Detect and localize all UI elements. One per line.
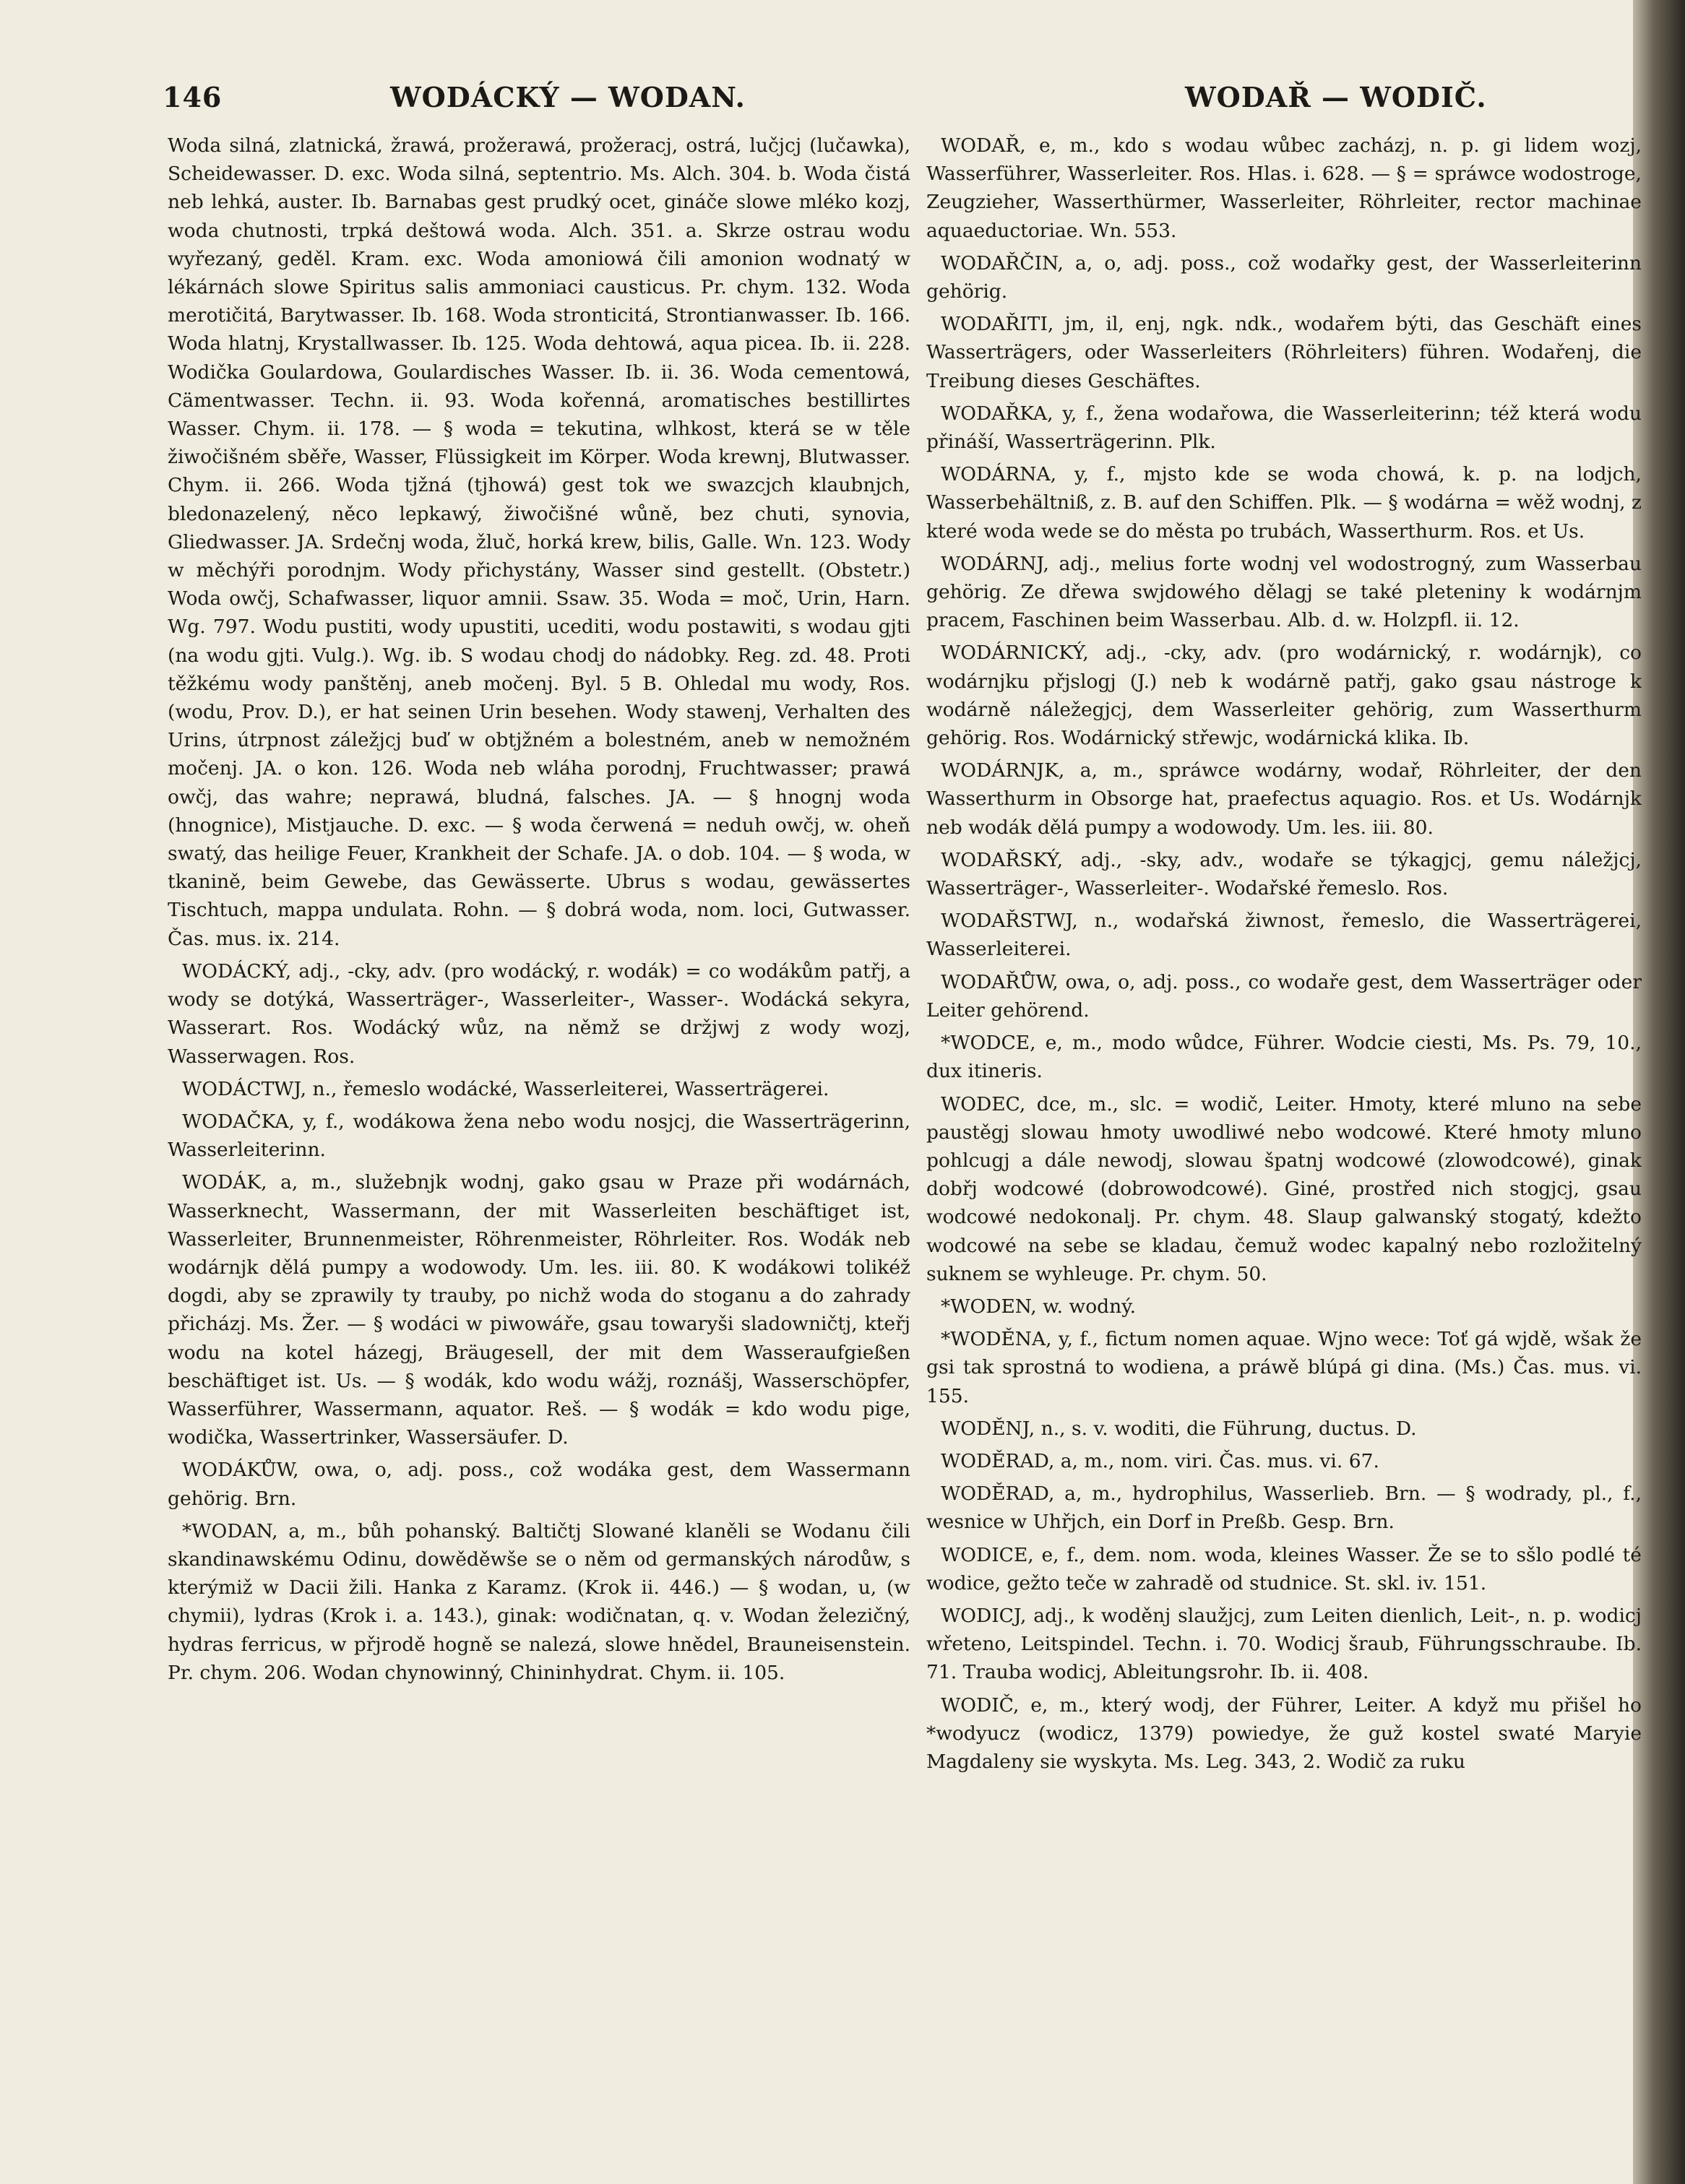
entry-wodaruw: WODAŘŮW, owa, o, adj. poss., co wodaře gest, dem Wasserträger oder Leiter gehörend. [926, 970, 1642, 1022]
right-running-title: WODAŘ — WODIČ. [1185, 81, 1487, 113]
entry-wodicj: WODICJ, adj., k woděnj slaužjcj, zum Leiten dienlich, Leit-, n. p. wodicj wřeteno, Leitspindel. Techn. i. 70. Wodicj šraub, Führungsschraube. Ib. 71. Trauba wodicj, Ableitungsrohr. Ib. ii. 408. [926, 1604, 1642, 1684]
entry-wodariti: WODAŘITI, jm, il, enj, ngk. ndk., wodařem býti, das Geschäft eines Wasserträgers, oder Wasserleiters (Röhrleiters) führen. Wodařenj, die Treibung dieses Geschäftes. [926, 313, 1642, 392]
entry-wodacka: WODAČKA, y, f., wodákowa žena nebo wodu nosjcj, die Wasserträgerinn, Wasserleiterinn. [168, 1110, 910, 1162]
entry-wodena: *WODĚNA, y, f., fictum nomen aquae. Wjno wece: Toť gá wjdě, wšak že gsi tak sprostná to wodiena, a práwě blúpá gi dina. (Ms.) Čas. mus. vi. 155. [926, 1328, 1642, 1407]
entry-wodic: WODIČ, e, m., který wodj, der Führer, Leiter. A když mu přišel ho *wodyucz (wodicz, 1379) powiedye, že guž kostel swaté Maryie Magdaleny sie wyskyta. Ms. Leg. 343, 2. Wodič za ruku [926, 1693, 1642, 1773]
left-running-title: WODÁCKÝ — WODAN. [390, 81, 746, 113]
entry-paragraph: Woda silná, zlatnická, žrawá, prožerawá, prožeracj, ostrá, lučjcj (lučawka), Scheidewasser. D. exc. Woda silná, septentrio. Ms. Alch. 304. b. Woda čistá neb lehká, auster. Ib. Barnabas gest prudký ocet, gináče slowe mléko kozj, woda chutnosti, trpká deštowá woda. Alch. 351. a. Skrze ostrau wodu wyřezaný, geděl. Kram. exc. Woda amoniowá čili amonion wodnatý w lékárnách slowe Spiritus salis ammoniaci causticus. Pr. chym. 132. Woda merotičitá, Barytwasser. Ib. 168. Woda stronticitá, Strontianwasser. Ib. 166. Woda hlatnj, Krystallwasser. Ib. 125. Woda dehtowá, aqua picea. Ib. ii. 228. Wodička Goulardowa, Goulardisches Wasser. Ib. ii. 36. Woda cementowá, Cämentwasser. Techn. ii. 93. Woda kořenná, aromatisches bestillirtes Wasser. Chym. ii. 178. — § woda = tekutina, wlhkost, která se w těle žiwočišném sběře, Wasser, Flüssigkeit im Körper. Woda krewnj, Blutwasser. Chym. ii. 266. Woda tjžná (tjhowá) gest tok we swazcjch klaubnjch, bledonazelený, něco lepkawý, žiwočišné wůně, bez chuti, synovia, Gliedwasser. JA. Srdečnj woda, žluč, horká krew, bilis, Galle. Wn. 123. Wody w měchýři porodnjm. Wody přichystány, Wasser sind gestellt. (Obstetr.) Woda owčj, Schafwasser, liquor amnii. Ssaw. 35. Woda = moč, Urin, Harn. Wg. 797. Wodu pustiti, wody upustiti, ucediti, wodu postawiti, s wodau gjti (na wodu gjti. Vulg.). Wg. ib. S wodau chodj do nádobky. Reg. zd. 48. Proti těžkému wody panštěnj, aneb močenj. Byl. 5 B. Ohledal mu wody, Ros. (wodu, Prov. D.), er hat seinen Urin besehen. Wody stawenj, Verhalten des Urins, útrpnost záležjcj buď w obtjžném a bolestném, aneb w nemožném močenj. JA. o kon. 126. Woda neb wláha porodnj, Fruchtwasser; prawá owčj, das wahre; neprawá, bludná, falsches. JA. — § hnognj woda (hnognice), Mistjauche. D. exc. — § woda čerwená = neduh owčj, w. oheň swatý, das heilige Feuer, Krankheit der Schafe. JA. o dob. 104. — § woda, w tkanině, beim Gewebe, das Gewässerte. Ubrus s wodau, gewässertes Tischtuch, mappa undulata. Rohn. — § dobrá woda, nom. loci, Gutwasser. Čas. mus. ix. 214. [168, 134, 910, 950]
entry-wodarnj: WODÁRNJ, adj., melius forte wodnj vel wodostrogný, zum Wasserbau gehörig. Ze dřewa swjdowého dělagj se také pleteniny k wodárnjm pracem, Faschinen beim Wasserbau. Alb. d. w. Holzpfl. ii. 12. [926, 552, 1642, 632]
running-header [0, 81, 1633, 124]
entry-wodakuw: WODÁKŮW, owa, o, adj. poss., což wodáka gest, dem Wassermann gehörig. Brn. [168, 1459, 910, 1510]
entry-woderad: WODĚRAD, a, m., hydrophilus, Wasserlieb. Brn. — § wodrady, pl., f., wesnice w Uhřjch, ein Dorf in Preßb. Gesp. Brn. [926, 1482, 1642, 1534]
entry-wodce: *WODCE, e, m., modo wůdce, Führer. Wodcie ciesti, Ms. Ps. 79, 10., dux itineris. [926, 1032, 1642, 1083]
entry-wodarka: WODAŘKA, y, f., žena wodařowa, die Wasserleiterinn; též která wodu přináší, Wasserträgerinn. Plk. [926, 402, 1642, 454]
entry-wodar: WODAŘ, e, m., kdo s wodau wůbec zacházj, n. p. gi lidem wozj, Wasserführer, Wasserleiter. Ros. Hlas. i. 628. — § = spráwce wodostroge, Zeugzieher, Wasserthürmer, Wasserleiter, Röhrleiter, rector machinae aquaeductoriae. Wn. 553. [926, 134, 1642, 242]
entry-wodenj: WODĚNJ, n., s. v. woditi, die Führung, ductus. D. [941, 1417, 1417, 1440]
entry-wodarsky: WODAŘSKÝ, adj., -sky, adv., wodaře se týkagjcj, gemu náležjcj, Wasserträger-, Wasserleiter-. Wodařské řemeslo. Ros. [926, 848, 1642, 900]
entry-wodactwj: WODÁCTWJ, n., řemeslo wodácké, Wasserleiterei, Wasserträgerei. [182, 1077, 829, 1100]
entry-wodak: WODÁK, a, m., služebnjk wodnj, gako gsau w Praze při wodárnách, Wasserknecht, Wassermann, der mit Wasserleiten beschäftiget ist, Wasserleiter, Brunnenmeister, Röhrenmeister, Röhrleiter. Ros. Wodák neb wodárnjk dělá pumpy a wodowody. Um. les. iii. 80. K wodákowi tolikéž dogdi, aby se zprawily ty trauby, po nichž woda do stoganu a do zahrady přicházj. Ms. Žer. — § wodáci w piwowáře, gsau towaryši sladowničtj, kteřj wodu na kotel házegj, Bräugesell, der mit dem Wasseraufgießen beschäftiget ist. Us. — § wodák, kdo wodu wážj, roznášj, Wasserschöpfer, Wasserführer, Wassermann, aquator. Reš. — § wodák = kdo wodu pige, wodička, Wassertrinker, Wassersäufer. D. [168, 1171, 910, 1449]
page-number: 146 [163, 81, 223, 113]
entry-wodarcin: WODAŘČIN, a, o, adj. poss., což wodařky gest, der Wasserleiterinn gehörig. [926, 251, 1642, 303]
entry-wodec: WODEC, dce, m., slc. = wodič, Leiter. Hmoty, které mluno na sebe paustěgj slowau hmoty uwodliwé nebo wodcowé. Které hmoty mluno pohlcugj a dále newodj, slowau špatnj wodcowé (zlowodcowé), ginak dobřj wodcowé (dobrowodcowé). Giné, prostřed nich stogjcj, gsau wodcowé nedokonalj. Pr. chym. 48. Slaup galwanský stogatý, kdežto wodcowé na sebe se kladau, čemuž wodec kapalný nebo rozložitelný suknem se wyhleuge. Pr. chym. 50. [926, 1092, 1642, 1285]
entry-wodice: WODICE, e, f., dem. nom. woda, kleines Wasser. Že se to sšlo podlé té wodice, gežto teče w zahradě od studnice. St. skl. iv. 151. [926, 1543, 1642, 1594]
right-column [926, 131, 1642, 2125]
entry-wodacky: WODÁCKÝ, adj., -cky, adv. (pro wodácký, r. wodák) = co wodákům patřj, a wody se dotýká, Wasserträger-, Wasserleiter-, Wasser-. Wodácká sekyra, Wasserart. Ros. Wodácký wůz, na němž se držjwj z wody wozj, Wasserwagen. Ros. [168, 959, 910, 1068]
entry-wodarnicky: WODÁRNICKÝ, adj., -cky, adv. (pro wodárnický, r. wodárnjk), co wodárnjku přjslogj (J.) neb k wodárně patřj, gako gsau nástroge k wodárně náležegjcj, dem Wasserleiter gehörig, zum Wasserthurm gehörig. Ros. Wodárnický střewjc, wodárnická klika. Ib. [926, 642, 1642, 750]
entry-wodarnjk: WODÁRNJK, a, m., spráwce wodárny, wodař, Röhrleiter, der den Wasserthurm in Obsorge hat, praefectus aquagio. Ros. et Us. Wodárnjk neb wodák dělá pumpy a wodowody. Um. les. iii. 80. [926, 759, 1642, 839]
entry-wodan: *WODAN, a, m., bůh pohanský. Baltičtj Slowané klaněli se Wodanu čili skandinawskému Odinu, dowěděwše se o něm od germanských národůw, s kterýmiž w Dacii žili. Hanka z Karamz. (Krok ii. 446.) — § wodan, u, (w chymii), lydras (Krok i. a. 143.), ginak: wodičnatan, q. v. Wodan železičný, hydras ferricus, w přjrodě hogně se nalezá, slowe hnědel, Brauneisenstein. Pr. chym. 206. Wodan chynowinný, Chininhydrat. Chym. ii. 105. [168, 1519, 910, 1684]
entry-wodarstwj: WODAŘSTWJ, n., wodařská žiwnost, řemeslo, die Wasserträgerei, Wasserleiterei. [926, 910, 1642, 961]
entry-woden: *WODEN, w. wodný. [941, 1295, 1137, 1318]
left-column [168, 131, 910, 2125]
entry-woderad-name: WODĚRAD, a, m., nom. viri. Čas. mus. vi. 67. [941, 1449, 1379, 1472]
entry-wodarna: WODÁRNA, y, f., mjsto kde se woda chowá, k. p. na lodjch, Wasserbehältniß, z. B. auf den Schiffen. Plk. — § wodárna = wěž wodnj, z které woda wede se do města po trubách, Wasserthurm. Ros. et Us. [926, 463, 1642, 543]
